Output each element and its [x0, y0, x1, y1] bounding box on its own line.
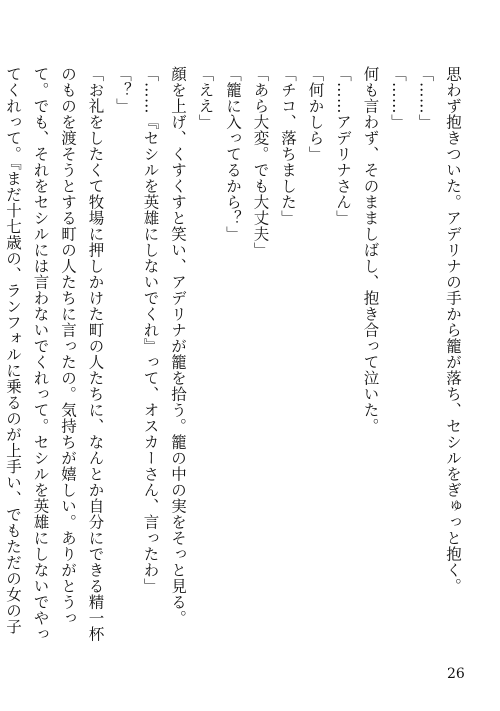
paragraph: 「チコ、落ちました」 [279, 66, 297, 226]
paragraph: 「お礼をしたくて牧場に押しかけた町の人たちに、なんとか自分にできる精一杯のものを渡そうとする町の人たちに言ったの。気持ちが嬉しい。ありがとうって。でも、それをセシルには言わないでくれって。セシルを英雄にしないでやってくれって。『まだ十七歳の、ランフォルに乗るのが上手い、でもただの女の子 [4, 66, 105, 642]
paragraph: 「……」 [416, 66, 435, 130]
paragraph: 「……アデリナさん」 [334, 66, 352, 226]
paragraph: 「ええ」 [196, 66, 215, 130]
page-number: 26 [447, 666, 465, 682]
paragraph: 顔を上げ、くすくすと笑い、アデリナが籠を拾う。籠の中の実をそっと見る。 [169, 66, 187, 626]
novel-text-body [4, 66, 466, 646]
paragraph: 「……『セシルを英雄にしないでくれ』って、オスカーさん、言ったわ」 [141, 66, 160, 594]
paragraph: 「籠に入ってるから？」 [224, 66, 242, 242]
paragraph: 「何かしら」 [306, 66, 325, 162]
paragraph: 思わず抱きついた。アデリナの手から籠が落ち、セシルをぎゅっと抱く。 [444, 66, 462, 594]
paragraph: 「？」 [114, 66, 132, 114]
paragraph: 「……」 [389, 66, 407, 130]
paragraph: 何も言わず、そのまましばし、抱き合って泣いた。 [361, 66, 380, 434]
paragraph: 「あら大変。でも大丈夫」 [251, 66, 270, 258]
